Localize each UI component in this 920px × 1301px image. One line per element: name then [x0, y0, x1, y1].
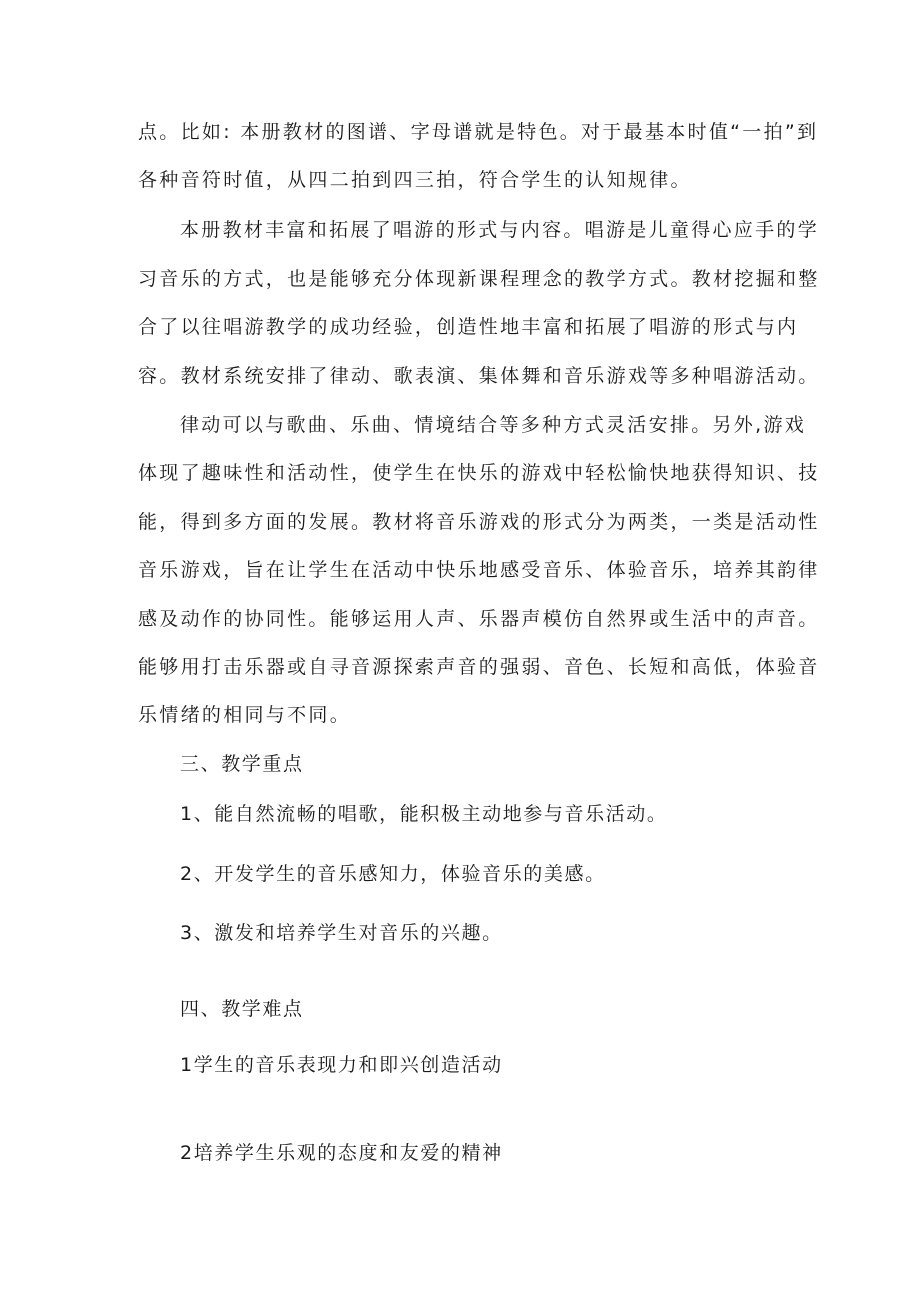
paragraph-3-line-1: 律动可以与歌曲、乐曲、情境结合等多种方式灵活安排。另外,游戏: [180, 414, 807, 436]
section-3-heading: 三、教学重点: [180, 753, 304, 775]
section-3-item-2: 2、开发学生的音乐感知力，体验音乐的美感。: [180, 863, 606, 885]
section-3-item-1: 1、能自然流畅的唱歌，能积极主动地参与音乐活动。: [180, 803, 668, 825]
paragraph-2-line-3: 合了以往唱游教学的成功经验，创造性地丰富和拓展了唱游的形式与内: [138, 316, 799, 338]
paragraph-3-line-6: 能够用打击乐器或自寻音源探索声音的强弱、音色、长短和高低，体验音: [138, 656, 820, 678]
paragraph-1-line-1: 点。比如: 本册教材的图谱、字母谱就是特色。对于最基本时值“一拍”到: [138, 121, 819, 143]
section-3-item-3: 3、激发和培养学生对音乐的兴趣。: [180, 922, 503, 944]
section-4-item-1: 1学生的音乐表现力和即兴创造活动: [180, 1054, 503, 1076]
paragraph-1-line-2: 各种音符时值，从四二拍到四三拍，符合学生的认知规律。: [138, 169, 692, 191]
paragraph-2-line-1: 本册教材丰富和拓展了唱游的形式与内容。唱游是儿童得心应手的学: [180, 219, 820, 241]
paragraph-3-line-5: 感及动作的协同性。能够运用人声、乐器声模仿自然界或生活中的声音。: [138, 608, 820, 630]
paragraph-3-line-4: 音乐游戏，旨在让学生在活动中快乐地感受音乐、体验音乐，培养其韵律: [138, 559, 820, 581]
paragraph-2-line-2: 习音乐的方式，也是能够充分体现新课程理念的教学方式。教材挖掘和整: [138, 268, 820, 290]
paragraph-3-line-3: 能，得到多方面的发展。教材将音乐游戏的形式分为两类，一类是活动性: [138, 511, 820, 533]
section-4-item-2: 2培养学生乐观的态度和友爱的精神: [180, 1142, 503, 1164]
paragraph-3-line-7: 乐情绪的相同与不同。: [138, 704, 352, 726]
section-4-heading: 四、教学难点: [180, 998, 304, 1020]
paragraph-2-line-4: 容。教材系统安排了律动、歌表演、集体舞和音乐游戏等多种唱游活动。: [138, 365, 820, 387]
paragraph-3-line-2: 体现了趣味性和活动性，使学生在快乐的游戏中轻松愉快地获得知识、技: [138, 462, 820, 484]
